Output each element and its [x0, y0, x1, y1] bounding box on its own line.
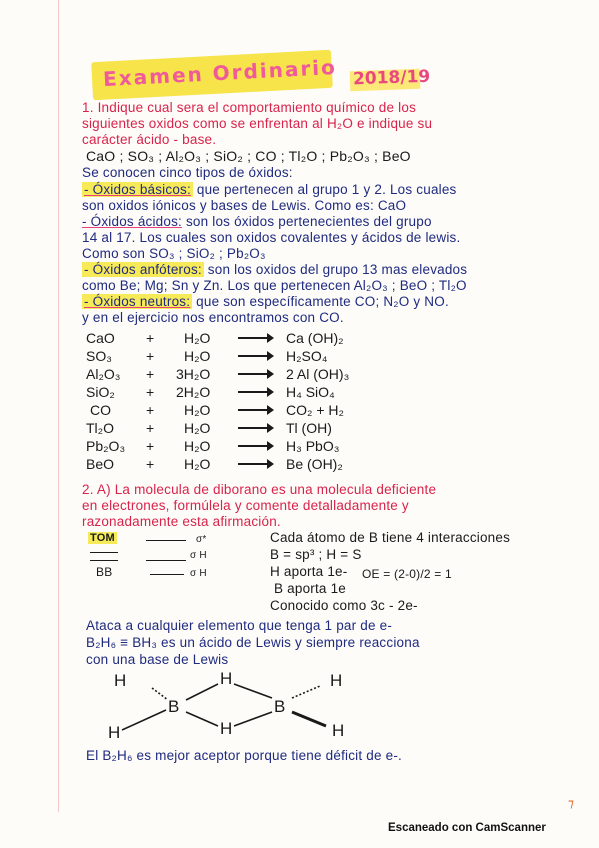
q1-line-3: carácter ácido - base. [82, 132, 217, 147]
anfoteros-term: - Óxidos anfóteros: [84, 262, 202, 277]
exam-title: Examen Ordinario [102, 54, 338, 92]
h-atom: H [332, 721, 345, 740]
bond-wedge [292, 712, 326, 726]
anfoteros-line-2: como Be; Mg; Sn y Zn. Los que pertenecen Al₂O₃ ; BeO ; Tl₂O [82, 278, 467, 293]
arrow-icon [238, 409, 272, 411]
sigma-star-label: σ* [196, 534, 207, 545]
acidos-line-3: Como son SO₃ ; SiO₂ ; Pb₂O₃ [82, 246, 266, 261]
arrow-icon [238, 445, 272, 447]
bridge-bond [234, 684, 272, 698]
q2-right-line-1: Cada átomo de B tiene 4 interacciones [270, 530, 511, 545]
anfoteros-desc: son los oxidos del grupo 13 mas elevados [203, 262, 468, 277]
bond-order-formula: OE = (2-0)/2 = 1 [362, 567, 452, 581]
basicos-desc: que pertenecen al grupo 1 y 2. Los cuales [192, 182, 457, 197]
neutros-line-2: y en el ejercicio nos encontramos con CO. [82, 310, 344, 325]
q2-right-line-4: B aporta 1e [274, 581, 347, 596]
arrow-icon [238, 391, 272, 393]
neutros-term: - Óxidos neutros: [84, 294, 191, 309]
acidos-term: - Óxidos ácidos: [82, 214, 182, 229]
h-atom: H [108, 723, 121, 742]
q2-line-1: 2. A) La molecula de diborano es una molecula deficiente [82, 482, 437, 497]
q1-oxides-list: CaO ; SO₃ ; Al₂O₃ ; SiO₂ ; CO ; Tl₂O ; Pb₂O₃ ; BeO [86, 148, 411, 164]
attack-line-3: con una base de Lewis [86, 652, 229, 667]
bridge-bond [234, 712, 272, 726]
tom-label: TOM [90, 532, 115, 544]
q2-right-line-2: B = sp³ ; H = S [270, 547, 362, 562]
h-atom: H [330, 671, 343, 690]
mo-level-sigma-star [146, 540, 186, 541]
arrow-icon [238, 463, 272, 465]
bb-level [90, 552, 118, 553]
bond-dashed [152, 688, 168, 700]
diborane-structure [100, 668, 380, 742]
mo-level-sigma-2 [150, 574, 184, 575]
margin-line [58, 0, 59, 812]
scanned-page: Examen Ordinario 2018/19 1. Indique cual sera el comportamiento químico de los siguientes oxidos como se enfrentan al H₂O e indique su carácter ácido - base. CaO ; SO₃ ; Al₂O₃ ; SiO₂ ; CO ; Tl₂O ; Pb₂O₃ ; BeO Se conocen cinco tipos de óxidos: - Óxidos básicos: que pertenecen al grupo 1 y 2. Los cuales son oxidos iónicos y bases de Lewis. Como es: CaO - Óxidos ácidos: son los óxidos pertenecientes del grupo 14 al 17. Los cuales son oxidos covalentes y ácidos de lewis. Como son SO₃ ; SiO₂ ; Pb₂O₃ - Óxidos anfóteros: son los oxidos del grupo 13 mas elevados como Be; Mg; Sn y Zn. Los que pertenecen Al₂O₃ ; BeO ; Tl₂O - Óxidos neutros: que son específicamente CO; N₂O y NO. y en el ejercicio nos encontramos con CO. CaO + H₂O Ca (OH)₂ SO₃ + H₂O H₂SO₄ Al₂O₃ + 3H₂O 2 Al (OH)₃ SiO₂ + 2H₂O H₄ SiO₄ CO + H₂O CO₂ + H₂ Tl₂O + H₂O Tl (OH) Pb₂O₃ + H₂O H₃ PbO₃ BeO + H₂O Be (OH)₂ 2. A) La molecula de diborano es una molecula deficiente en electrones, formúlela y comente detalladamente y razonadamente esta afirmación. TOM σ* BB σ H σ H Cada átomo de B tiene 4 interacciones B = sp³ ; H = S H aporta 1e- OE = (2-0)/2 = 1 B aporta 1e Conocido como 3c - 2e- Ataca a cualquier elemento que tenga 1 par de e- B₂H₆ ≡ BH₃ es un ácido de Lewis y siempre reacciona con una base de Lewis H H B H H B H H El B₂H₆ es mejor aceptor porque tiene déficit de e-. ⁊ Escaneado con CamScanner [0, 0, 599, 848]
arrow-icon [238, 355, 272, 357]
exam-year: 2018/19 [352, 66, 431, 90]
attack-line-2: B₂H₆ ≡ BH₃ es un ácido de Lewis y siempre reacciona [86, 635, 420, 650]
q1-line-2: siguientes oxidos como se enfrentan al H₂O e indique su [82, 116, 433, 131]
neutros-desc: que son específicamente CO; N₂O y NO. [192, 294, 449, 309]
arrow-icon [238, 427, 272, 429]
q2-conclusion: El B₂H₆ es mejor aceptor porque tiene déficit de e-. [86, 748, 402, 763]
bb-level [90, 560, 118, 561]
neutros-line-1 [82, 294, 449, 310]
arrow-icon [238, 373, 272, 375]
q1-line-1: 1. Indique cual sera el comportamiento químico de los [82, 100, 417, 115]
mo-level-sigma [146, 560, 186, 561]
q1-intro: Se conocen cinco tipos de óxidos: [82, 165, 293, 180]
h-atom: H [220, 669, 233, 688]
sigma-h-label-2: σ H [190, 568, 207, 579]
camscanner-watermark: Escaneado con CamScanner [388, 822, 546, 834]
h-atom: H [114, 671, 127, 690]
bridge-bond [186, 684, 218, 700]
q2-line-3: razonadamente esta afirmación. [82, 514, 281, 529]
arrow-icon [238, 337, 272, 339]
bridge-bond [186, 712, 218, 726]
page-mark: ⁊ [568, 796, 574, 810]
bond-dashed [292, 686, 320, 698]
acidos-desc: son los óxidos pertenecientes del grupo [182, 214, 432, 229]
q2-line-2: en electrones, formúlela y comente detalladamente y [82, 498, 409, 513]
anfoteros-line-1 [82, 262, 467, 278]
q2-right-line-3: H aporta 1e- [270, 564, 348, 579]
attack-line-1: Ataca a cualquier elemento que tenga 1 par de e- [86, 618, 393, 633]
bond-wedge [122, 710, 166, 730]
b-atom: B [274, 697, 286, 716]
basicos-line-2: son oxidos iónicos y bases de Lewis. Como es: CaO [82, 198, 407, 213]
basicos-line-1 [82, 182, 457, 198]
h-atom: H [220, 719, 233, 738]
bb-label: BB [96, 565, 113, 579]
three-center-bond: Conocido como 3c - 2e- [270, 598, 418, 613]
sigma-h-label: σ H [190, 550, 207, 561]
basicos-term: - Óxidos básicos: [84, 182, 191, 197]
acidos-line-1 [82, 214, 432, 230]
b-atom: B [168, 697, 180, 716]
acidos-line-2: 14 al 17. Los cuales son oxidos covalentes y ácidos de lewis. [82, 230, 461, 245]
